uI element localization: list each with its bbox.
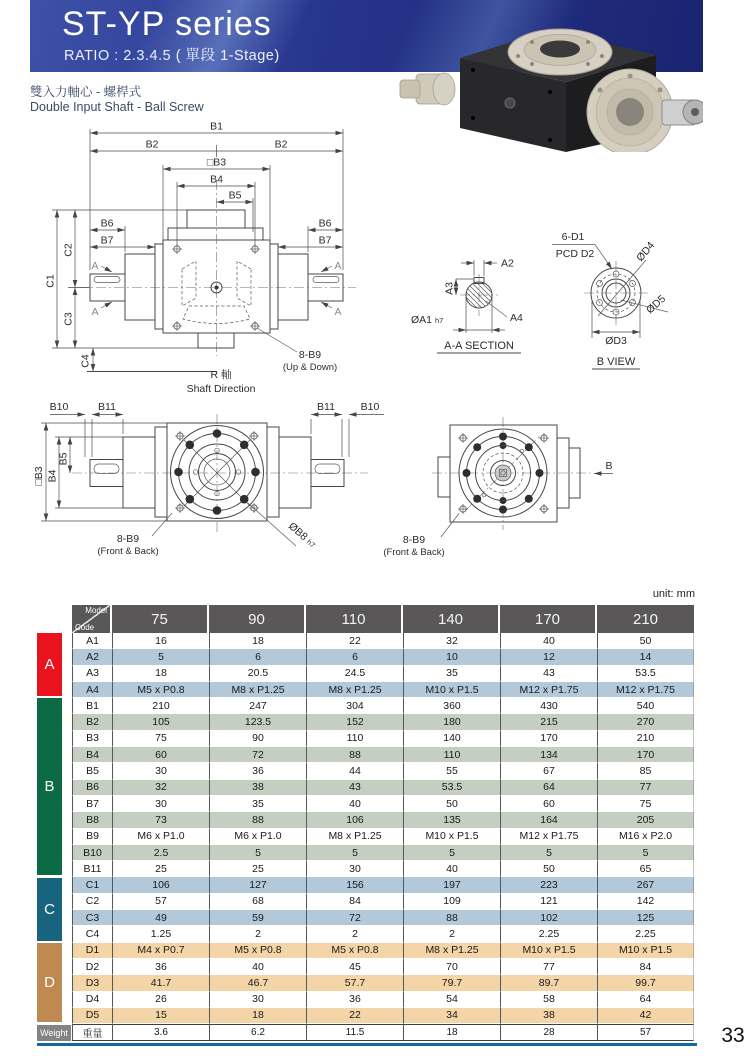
value-cell: 50 bbox=[500, 861, 597, 877]
value-cell: M10 x P1.5 bbox=[597, 943, 694, 959]
code-cell: C4 bbox=[72, 926, 112, 942]
value-cell: 360 bbox=[403, 698, 500, 714]
table-row bbox=[72, 698, 694, 714]
value-cell: 2 bbox=[209, 926, 306, 942]
value-cell: 2.25 bbox=[597, 926, 694, 942]
value-cell: 72 bbox=[306, 910, 403, 926]
value-cell: 53.5 bbox=[403, 780, 500, 796]
value-cell: 26 bbox=[112, 992, 209, 1008]
value-cell: 60 bbox=[500, 796, 597, 812]
model-header: 90 bbox=[209, 605, 306, 633]
value-cell: 36 bbox=[306, 992, 403, 1008]
value-cell: M10 x P1.5 bbox=[403, 829, 500, 845]
dim-label-a4: A4 bbox=[510, 312, 523, 324]
model-code-header bbox=[72, 605, 112, 633]
table-row bbox=[72, 926, 694, 942]
value-cell: 2 bbox=[306, 926, 403, 942]
dim-label-d3: ØD3 bbox=[605, 335, 627, 347]
value-cell: 109 bbox=[403, 894, 500, 910]
value-cell: 84 bbox=[306, 894, 403, 910]
value-cell: 30 bbox=[306, 861, 403, 877]
dim-label-b11: B11 bbox=[317, 401, 335, 413]
code-cell: B2 bbox=[72, 714, 112, 730]
value-cell: 304 bbox=[306, 698, 403, 714]
value-cell: 58 bbox=[500, 992, 597, 1008]
model-header: 170 bbox=[500, 605, 597, 633]
value-cell: 18 bbox=[112, 666, 209, 682]
code-cell: C2 bbox=[72, 894, 112, 910]
value-cell: 41.7 bbox=[112, 975, 209, 991]
value-cell: 3.6 bbox=[112, 1024, 209, 1041]
value-cell: 102 bbox=[500, 910, 597, 926]
callout-8b9: 8-B9 bbox=[402, 534, 426, 546]
value-cell: 105 bbox=[112, 714, 209, 730]
value-cell: 40 bbox=[403, 861, 500, 877]
code-cell: D3 bbox=[72, 975, 112, 991]
value-cell: 430 bbox=[500, 698, 597, 714]
ratio-subtitle: RATIO : 2.3.4.5 ( 單段 1-Stage) bbox=[64, 48, 280, 64]
value-cell: 20.5 bbox=[209, 666, 306, 682]
code-cell: B8 bbox=[72, 812, 112, 828]
value-cell: 64 bbox=[500, 780, 597, 796]
value-cell: M16 x P2.0 bbox=[597, 829, 694, 845]
dim-label-c1: C1 bbox=[44, 274, 57, 288]
value-cell: 170 bbox=[500, 731, 597, 747]
pcd-label: PCD D2 bbox=[555, 248, 595, 260]
value-cell: M6 x P1.0 bbox=[209, 829, 306, 845]
value-cell: 43 bbox=[306, 780, 403, 796]
value-cell: 215 bbox=[500, 714, 597, 730]
dim-label-d4: ØD4 bbox=[634, 239, 658, 264]
value-cell: 11.5 bbox=[306, 1024, 403, 1041]
value-cell: M5 x P0.8 bbox=[209, 943, 306, 959]
callout-8b9: 8-B9 bbox=[298, 349, 322, 361]
b-view-title: B VIEW bbox=[596, 356, 636, 368]
value-cell: 59 bbox=[209, 910, 306, 926]
value-cell: M12 x P1.75 bbox=[597, 682, 694, 698]
value-cell: M8 x P1.25 bbox=[209, 682, 306, 698]
code-cell: D2 bbox=[72, 959, 112, 975]
table-row bbox=[72, 731, 694, 747]
value-cell: 85 bbox=[597, 763, 694, 779]
code-cell: B7 bbox=[72, 796, 112, 812]
value-cell: 30 bbox=[112, 796, 209, 812]
value-cell: 5 bbox=[209, 845, 306, 861]
model-header: 110 bbox=[306, 605, 403, 633]
value-cell: 55 bbox=[403, 763, 500, 779]
side-view bbox=[33, 401, 384, 557]
table-row bbox=[72, 633, 694, 649]
dim-label-a1: ØA1 h7 bbox=[411, 314, 444, 326]
value-cell: 90 bbox=[209, 731, 306, 747]
value-cell: 50 bbox=[597, 633, 694, 649]
tagline-en: Double Input Shaft - Ball Screw bbox=[30, 100, 204, 114]
code-cell: B10 bbox=[72, 845, 112, 861]
table-row bbox=[72, 943, 694, 959]
value-cell: M5 x P0.8 bbox=[306, 943, 403, 959]
value-cell: 57 bbox=[597, 1024, 694, 1041]
value-cell: 53.5 bbox=[597, 666, 694, 682]
code-cell: B5 bbox=[72, 763, 112, 779]
value-cell: 205 bbox=[597, 812, 694, 828]
value-cell: 5 bbox=[500, 845, 597, 861]
value-cell: 210 bbox=[597, 731, 694, 747]
value-cell: 22 bbox=[306, 633, 403, 649]
tagline-zh: 雙入力軸心 - 螺桿式 bbox=[30, 85, 142, 99]
value-cell: 30 bbox=[112, 763, 209, 779]
section-marker-a: A bbox=[91, 306, 99, 318]
value-cell: 77 bbox=[500, 959, 597, 975]
table-row bbox=[72, 992, 694, 1008]
value-cell: 46.7 bbox=[209, 975, 306, 991]
table-row bbox=[72, 910, 694, 926]
value-cell: 88 bbox=[209, 812, 306, 828]
table-row bbox=[72, 829, 694, 845]
table-row bbox=[72, 796, 694, 812]
value-cell: 18 bbox=[403, 1024, 500, 1041]
code-label: Code bbox=[75, 623, 95, 632]
value-cell: 12 bbox=[500, 649, 597, 665]
value-cell: 64 bbox=[597, 992, 694, 1008]
table-row bbox=[72, 877, 694, 893]
dim-label-b10: B10 bbox=[360, 401, 380, 413]
code-cell: D4 bbox=[72, 992, 112, 1008]
group-block-c: C bbox=[37, 878, 62, 941]
value-cell: 32 bbox=[112, 780, 209, 796]
value-cell: 60 bbox=[112, 747, 209, 763]
value-cell: 24.5 bbox=[306, 666, 403, 682]
value-cell: 40 bbox=[500, 633, 597, 649]
dim-label-b2: B2 bbox=[274, 138, 288, 151]
value-cell: 127 bbox=[209, 877, 306, 893]
value-cell: 25 bbox=[112, 861, 209, 877]
shaft-direction-zh: R 軸 bbox=[210, 369, 232, 381]
value-cell: 77 bbox=[597, 780, 694, 796]
dim-label-b4: B4 bbox=[210, 173, 223, 186]
dim-label-b7: B7 bbox=[100, 234, 114, 247]
value-cell: 2.25 bbox=[500, 926, 597, 942]
value-cell: 123.5 bbox=[209, 714, 306, 730]
value-cell: 2.5 bbox=[112, 845, 209, 861]
rear-view bbox=[383, 417, 613, 558]
table-row bbox=[72, 845, 694, 861]
value-cell: 6.2 bbox=[209, 1024, 306, 1041]
dim-label-a3: A3 bbox=[443, 282, 456, 295]
value-cell: 50 bbox=[403, 796, 500, 812]
value-cell: 170 bbox=[597, 747, 694, 763]
dim-label-c3: C3 bbox=[62, 312, 75, 326]
dim-label-b2: B2 bbox=[145, 138, 159, 151]
value-cell: 49 bbox=[112, 910, 209, 926]
value-cell: 54 bbox=[403, 992, 500, 1008]
value-cell: 164 bbox=[500, 812, 597, 828]
value-cell: 156 bbox=[306, 877, 403, 893]
value-cell: 30 bbox=[209, 992, 306, 1008]
value-cell: 6 bbox=[306, 649, 403, 665]
value-cell: 18 bbox=[209, 633, 306, 649]
value-cell: 25 bbox=[209, 861, 306, 877]
value-cell: 35 bbox=[209, 796, 306, 812]
value-cell: 134 bbox=[500, 747, 597, 763]
flange-bolt-label: 6-D1 bbox=[561, 231, 585, 243]
dim-label-b5: B5 bbox=[57, 452, 70, 466]
dim-label-b1: B1 bbox=[210, 120, 223, 133]
callout-8b9-note: (Front & Back) bbox=[97, 546, 159, 557]
group-block-d: D bbox=[37, 943, 62, 1023]
front-view bbox=[45, 121, 357, 396]
model-header: 75 bbox=[112, 605, 209, 633]
section-marker-a: A bbox=[334, 260, 342, 272]
code-cell: D5 bbox=[72, 1008, 112, 1024]
weight-row bbox=[72, 1024, 694, 1041]
value-cell: 67 bbox=[500, 763, 597, 779]
value-cell: 5 bbox=[306, 845, 403, 861]
value-cell: M5 x P0.8 bbox=[112, 682, 209, 698]
value-cell: 57.7 bbox=[306, 975, 403, 991]
value-cell: 84 bbox=[597, 959, 694, 975]
dim-label-c4: C4 bbox=[79, 354, 92, 368]
value-cell: 5 bbox=[403, 845, 500, 861]
dim-label-b6: B6 bbox=[100, 217, 114, 230]
dim-label-d5: ØD5 bbox=[643, 292, 669, 317]
value-cell: 121 bbox=[500, 894, 597, 910]
bottom-rule bbox=[37, 1043, 697, 1046]
dim-label-b8: ØB8 h7 bbox=[286, 520, 317, 550]
value-cell: 73 bbox=[112, 812, 209, 828]
table-row bbox=[72, 682, 694, 698]
value-cell: 79.7 bbox=[403, 975, 500, 991]
value-cell: 223 bbox=[500, 877, 597, 893]
value-cell: 197 bbox=[403, 877, 500, 893]
aa-section-view bbox=[411, 258, 523, 354]
value-cell: 40 bbox=[306, 796, 403, 812]
code-cell: D1 bbox=[72, 943, 112, 959]
table-row bbox=[72, 714, 694, 730]
value-cell: 40 bbox=[209, 959, 306, 975]
value-cell: 18 bbox=[209, 1008, 306, 1024]
table-row bbox=[72, 780, 694, 796]
value-cell: 15 bbox=[112, 1008, 209, 1024]
code-cell: C3 bbox=[72, 910, 112, 926]
value-cell: 267 bbox=[597, 877, 694, 893]
b-view bbox=[552, 231, 668, 369]
value-cell: 110 bbox=[403, 747, 500, 763]
code-cell: C1 bbox=[72, 877, 112, 893]
value-cell: 152 bbox=[306, 714, 403, 730]
value-cell: 5 bbox=[112, 649, 209, 665]
group-block-b: B bbox=[37, 698, 62, 875]
value-cell: 72 bbox=[209, 747, 306, 763]
table-body bbox=[72, 633, 694, 1041]
value-cell: M10 x P1.5 bbox=[403, 682, 500, 698]
value-cell: M12 x P1.75 bbox=[500, 682, 597, 698]
code-cell: B6 bbox=[72, 780, 112, 796]
value-cell: 43 bbox=[500, 666, 597, 682]
value-cell: 42 bbox=[597, 1008, 694, 1024]
series-title: ST-YP series bbox=[62, 5, 272, 43]
value-cell: 180 bbox=[403, 714, 500, 730]
callout-8b9: 8-B9 bbox=[116, 533, 140, 545]
dim-label-b3: □B3 bbox=[206, 156, 227, 169]
dim-label-b11: B11 bbox=[98, 401, 116, 413]
value-cell: 247 bbox=[209, 698, 306, 714]
value-cell: 89.7 bbox=[500, 975, 597, 991]
value-cell: M12 x P1.75 bbox=[500, 829, 597, 845]
value-cell: 5 bbox=[597, 845, 694, 861]
value-cell: 2 bbox=[403, 926, 500, 942]
model-header: 210 bbox=[597, 605, 694, 633]
model-label: Model bbox=[85, 606, 107, 615]
table-row bbox=[72, 747, 694, 763]
table-header bbox=[72, 605, 694, 633]
value-cell: 38 bbox=[209, 780, 306, 796]
code-cell: A2 bbox=[72, 649, 112, 665]
table-row bbox=[72, 1008, 694, 1024]
value-cell: 35 bbox=[403, 666, 500, 682]
code-cell: A4 bbox=[72, 682, 112, 698]
value-cell: 110 bbox=[306, 731, 403, 747]
value-cell: 125 bbox=[597, 910, 694, 926]
table-row bbox=[72, 959, 694, 975]
value-cell: 70 bbox=[403, 959, 500, 975]
value-cell: 14 bbox=[597, 649, 694, 665]
value-cell: 88 bbox=[306, 747, 403, 763]
value-cell: 140 bbox=[403, 731, 500, 747]
value-cell: 210 bbox=[112, 698, 209, 714]
code-cell: B3 bbox=[72, 731, 112, 747]
table-row bbox=[72, 861, 694, 877]
value-cell: 36 bbox=[209, 763, 306, 779]
value-cell: 88 bbox=[403, 910, 500, 926]
code-cell: A1 bbox=[72, 633, 112, 649]
table-row bbox=[72, 763, 694, 779]
value-cell: 75 bbox=[597, 796, 694, 812]
value-cell: 44 bbox=[306, 763, 403, 779]
value-cell: 142 bbox=[597, 894, 694, 910]
table-row bbox=[72, 649, 694, 665]
value-cell: 540 bbox=[597, 698, 694, 714]
section-marker-a: A bbox=[91, 260, 99, 272]
group-block-a: A bbox=[37, 633, 62, 696]
value-cell: 10 bbox=[403, 649, 500, 665]
value-cell: 36 bbox=[112, 959, 209, 975]
value-cell: M8 x P1.25 bbox=[306, 682, 403, 698]
dim-label-b7: B7 bbox=[318, 234, 332, 247]
value-cell: 68 bbox=[209, 894, 306, 910]
value-cell: 106 bbox=[306, 812, 403, 828]
table-row bbox=[72, 812, 694, 828]
unit-note: unit: mm bbox=[652, 588, 695, 600]
value-cell: 22 bbox=[306, 1008, 403, 1024]
code-cell: B9 bbox=[72, 829, 112, 845]
dim-label-c2: C2 bbox=[62, 243, 75, 257]
value-cell: 57 bbox=[112, 894, 209, 910]
code-cell: 重量 bbox=[72, 1024, 112, 1041]
value-cell: 16 bbox=[112, 633, 209, 649]
table-row bbox=[72, 666, 694, 682]
section-marker-a: A bbox=[334, 306, 342, 318]
code-cell: B1 bbox=[72, 698, 112, 714]
dim-label-b6: B6 bbox=[318, 217, 332, 230]
dim-label-b3: □B3 bbox=[33, 466, 45, 486]
dim-label-a2: A2 bbox=[501, 257, 514, 270]
shaft-direction-en: Shaft Direction bbox=[186, 383, 256, 395]
callout-8b9-note: (Up & Down) bbox=[282, 362, 338, 373]
value-cell: 1.25 bbox=[112, 926, 209, 942]
aa-section-title: A-A SECTION bbox=[444, 340, 514, 352]
page-number: 33 bbox=[721, 1024, 745, 1047]
value-cell: 270 bbox=[597, 714, 694, 730]
code-cell: B11 bbox=[72, 861, 112, 877]
value-cell: 38 bbox=[500, 1008, 597, 1024]
value-cell: 135 bbox=[403, 812, 500, 828]
dim-label-b5: B5 bbox=[228, 189, 242, 202]
dim-label-b4: B4 bbox=[46, 469, 59, 483]
value-cell: M4 x P0.7 bbox=[112, 943, 209, 959]
table-row bbox=[72, 975, 694, 991]
model-header: 140 bbox=[403, 605, 500, 633]
value-cell: 65 bbox=[597, 861, 694, 877]
value-cell: 106 bbox=[112, 877, 209, 893]
value-cell: 45 bbox=[306, 959, 403, 975]
value-cell: 28 bbox=[500, 1024, 597, 1041]
value-cell: 34 bbox=[403, 1008, 500, 1024]
value-cell: 75 bbox=[112, 731, 209, 747]
weight-badge: Weight bbox=[37, 1025, 71, 1041]
value-cell: 32 bbox=[403, 633, 500, 649]
value-cell: M8 x P1.25 bbox=[306, 829, 403, 845]
code-cell: B4 bbox=[72, 747, 112, 763]
callout-8b9-note: (Front & Back) bbox=[383, 547, 445, 558]
dim-label-b10: B10 bbox=[49, 401, 69, 413]
value-cell: M6 x P1.0 bbox=[112, 829, 209, 845]
value-cell: M8 x P1.25 bbox=[403, 943, 500, 959]
table-row bbox=[72, 894, 694, 910]
value-cell: 99.7 bbox=[597, 975, 694, 991]
code-cell: A3 bbox=[72, 666, 112, 682]
value-cell: 6 bbox=[209, 649, 306, 665]
view-arrow-label: B bbox=[605, 460, 613, 472]
value-cell: M10 x P1.5 bbox=[500, 943, 597, 959]
